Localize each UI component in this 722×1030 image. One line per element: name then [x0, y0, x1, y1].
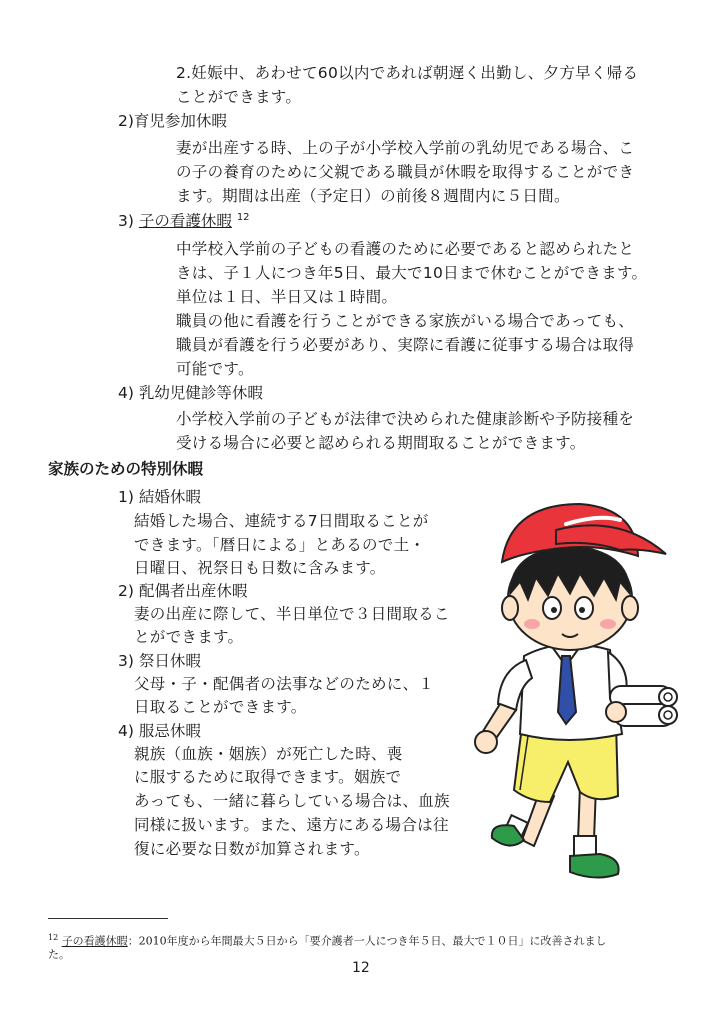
paragraph-line: に服するために取得できます。姻族で	[134, 768, 402, 786]
paragraph-line: の子の養育のために父親である職員が休暇を取得することができ	[176, 163, 635, 181]
right-shoe	[570, 854, 619, 878]
paragraph-line: 妻が出産する時、上の子が小学校入学前の乳幼児である場合、こ	[176, 139, 635, 157]
right-hand	[606, 702, 626, 722]
paragraph-line: 結婚した場合、連続する7日間取ることが	[134, 512, 429, 530]
paragraph-line: ます。期間は出産（予定日）の前後８週間内に５日間。	[176, 187, 570, 205]
heading-title: 子の看護休暇	[138, 212, 232, 230]
footnote-text: ：2010年度から年間最大５日から「要介護者一人につき年５日、最大で１０日」に改善されまし	[127, 934, 607, 948]
heading-number: 3)	[118, 212, 134, 230]
paragraph-line: 親族（血族・姻族）が死亡した時、喪	[134, 745, 403, 763]
page-number: 12	[352, 960, 370, 976]
paragraph-line: 単位は１日、半日又は１時間。	[176, 288, 398, 306]
paragraph-line: 復に必要な日数が加算されます。	[134, 840, 370, 858]
paragraph-line: あっても、一緒に暮らしている場合は、血族	[134, 792, 450, 810]
paragraph-line: きは、子１人につき年5日、最大で10日まで休むことができます。	[176, 264, 648, 282]
paragraph-line: 小学校入学前の子どもが法律で決められた健康診断や予防接種を	[176, 410, 635, 428]
section-heading-fukki: 4) 服忌休暇	[118, 722, 201, 740]
paragraph-line: ことができます。	[176, 88, 302, 106]
paragraph-line: 可能です。	[176, 360, 254, 378]
paragraph-line: 職員が看護を行う必要があり、実際に看護に従事する場合は取得	[176, 336, 635, 354]
paragraph-line: 職員の他に看護を行うことができる家族がいる場合であっても、	[176, 312, 635, 330]
paragraph-line: 受ける場合に必要と認められる期間取ることができます。	[176, 434, 586, 452]
family-leave-heading: 家族のための特別休暇	[48, 460, 204, 478]
paragraph-line: とができます。	[134, 628, 244, 646]
boy-mascot-illustration	[470, 490, 710, 900]
footnote-continuation: た。	[48, 948, 70, 961]
section-heading-ikuji: 2)育児参加休暇	[118, 112, 227, 130]
section-heading-kekkon: 1) 結婚休暇	[118, 488, 201, 506]
paragraph-line: 同様に扱います。また、遠方にある場合は往	[134, 816, 449, 834]
footnote	[48, 929, 606, 950]
paragraph-line: 父母・子・配偶者の法事などのために、１	[134, 675, 435, 693]
paragraph-line: 日曜日、祝祭日も日数に含みます。	[134, 559, 386, 577]
section-heading-kenshin: 4) 乳幼児健診等休暇	[118, 384, 263, 402]
paragraph-line: 中学校入学前の子どもの看護のために必要であると認められたと	[176, 240, 635, 258]
footnote-reference[interactable]: 12	[236, 211, 250, 223]
footnote-term: 子の看護休暇	[61, 934, 128, 948]
paragraph-line: できます。「暦日による」とあるので土・	[134, 536, 426, 554]
footnote-number: 12	[48, 933, 59, 942]
section-heading-kango	[118, 210, 250, 232]
left-hand	[475, 731, 497, 753]
section-heading-haigusha: 2) 配偶者出産休暇	[118, 582, 248, 600]
section-heading-saijitsu: 3) 祭日休暇	[118, 652, 201, 670]
paragraph-line: 日取ることができます。	[134, 698, 307, 716]
paragraph-line: 2.妊娠中、あわせて60以内であれば朝遅く出勤し、夕方早く帰る	[176, 64, 639, 82]
paragraph-line: 妻の出産に際して、半日単位で３日間取るこ	[134, 605, 450, 623]
footnote-separator	[48, 918, 168, 919]
